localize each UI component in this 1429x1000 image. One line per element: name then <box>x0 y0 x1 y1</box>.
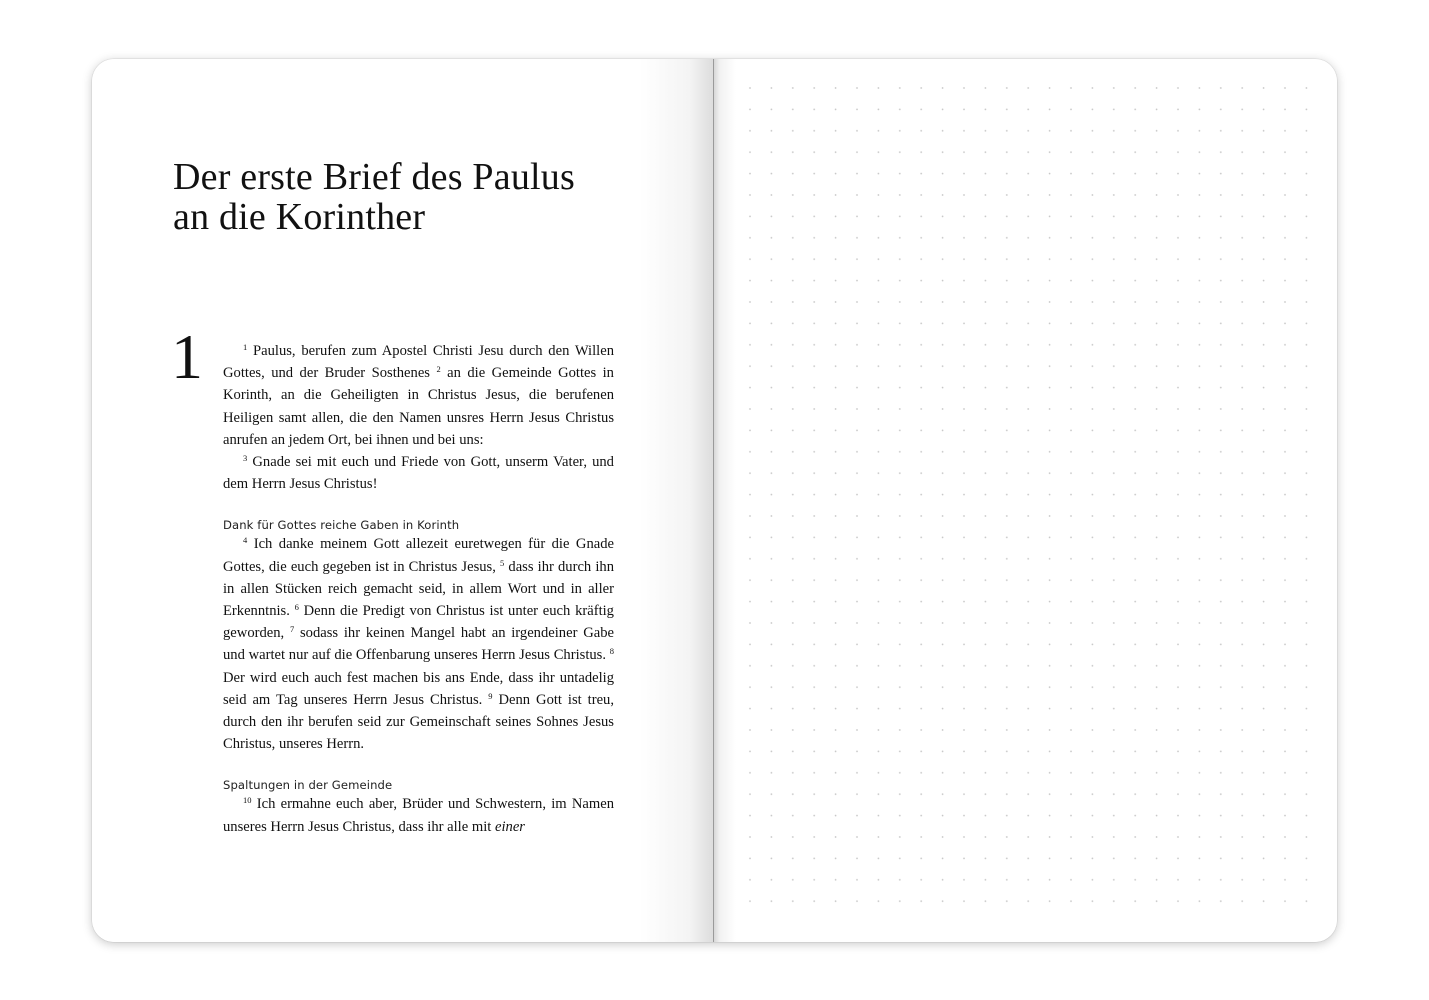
verse-number: 6 <box>294 602 299 613</box>
verse-text: Ich ermahne euch aber, Brüder und Schwestern, im Namen unseres Herrn Jesus Christus, dass ihr alle mit <box>223 796 615 835</box>
verse-number: 2 <box>436 364 441 375</box>
verse-text: Ich danke meinem Gott allezeit euretwegen für die Gnade Gottes, die euch gegeben ist in Christus Jesus, <box>223 536 615 575</box>
paragraph-verse-10 <box>223 793 614 837</box>
paragraph-verses-1-2 <box>223 340 614 451</box>
dot-grid <box>742 85 1312 917</box>
open-notebook <box>92 59 1337 942</box>
verse-number: 9 <box>488 690 493 701</box>
verse-number: 7 <box>289 624 295 635</box>
verse-number: 5 <box>500 557 505 568</box>
verse-number: 3 <box>243 453 248 464</box>
paragraph-verse-3 <box>223 451 614 495</box>
paragraph-verses-4-9 <box>223 533 614 755</box>
chapter-number: 1 <box>171 321 203 392</box>
verse-number: 10 <box>243 795 252 806</box>
section-heading: Dank für Gottes reiche Gaben in Korinth <box>223 518 460 533</box>
verse-number: 8 <box>609 646 614 657</box>
section-heading: Spaltungen in der Gemeinde <box>223 778 393 793</box>
book-title-line-2: an die Korinther <box>173 196 426 238</box>
verse-text: Denn die Predigt von Christus ist unter euch kräftig geworden, <box>223 603 614 642</box>
verse-text: Der wird euch auch fest machen bis ans Ende, dass ihr untadelig seid am Tag unseres Herrn Jesus Christus. <box>223 669 614 708</box>
book-title-line-1: Der erste Brief des Paulus <box>173 156 575 198</box>
verse-number: 4 <box>243 535 248 546</box>
verse-text: sodass ihr keinen Mangel habt an irgendeiner Gabe und wartet nur auf die Offenbarung unseres Herrn Jesus Christus. <box>223 625 614 664</box>
verse-text: Gnade sei mit euch und Friede von Gott, unserm Vater, und dem Herrn Jesus Christus! <box>223 454 614 493</box>
verse-text: Paulus, berufen zum Apostel Christi Jesu durch den Willen Gottes, und der Bruder Sosthenes <box>223 343 614 382</box>
verse-text: dass ihr durch ihn in allen Stücken reich gemacht seid, in allem Wort und in aller Erkenntnis. <box>223 558 614 620</box>
scripture-text <box>223 340 614 838</box>
verse-text: an die Gemeinde Gottes in Korinth, an die Geheiligten in Christus Jesus, die berufenen Heiligen samt allen, die den Namen unsres Herrn Jesus Christus anrufen an jedem Ort, bei ihnen und bei uns: <box>223 365 614 448</box>
verse-number: 1 <box>243 342 248 352</box>
left-page <box>92 59 714 942</box>
emphasized-word: einer <box>494 818 525 835</box>
verse-text: Denn Gott ist treu, durch den ihr berufen seid zur Gemeinschaft seines Sohnes Jesus Christus, unseres Herrn. <box>223 691 614 753</box>
book-title <box>173 157 673 237</box>
page-gutter <box>713 59 714 942</box>
